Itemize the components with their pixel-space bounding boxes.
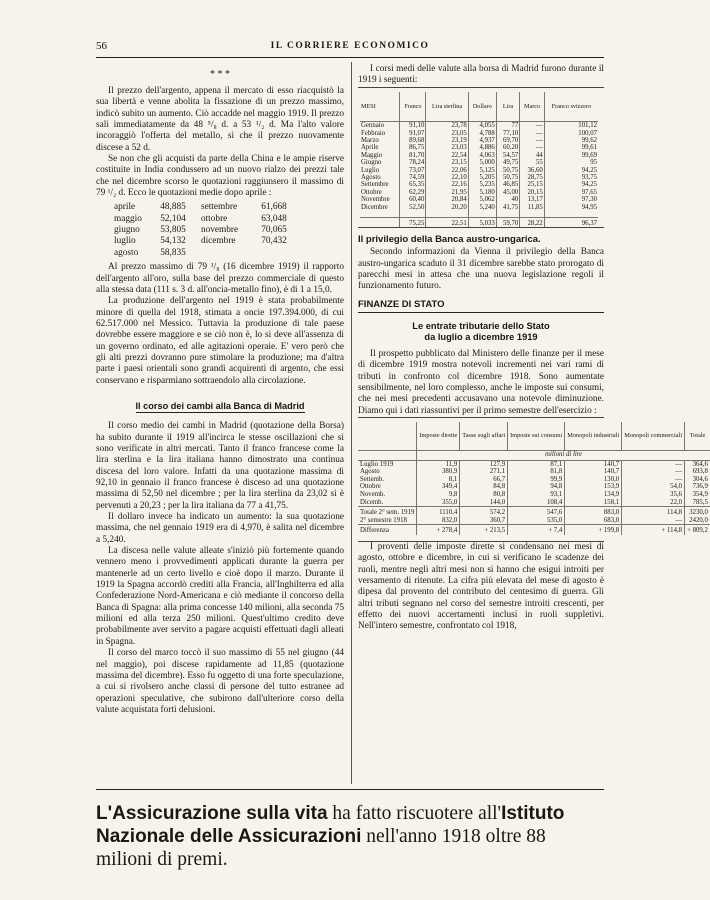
value-cell: 304,6	[685, 476, 710, 484]
column-header: Imposte sui consumi	[508, 422, 565, 450]
paragraph: I corsi medi delle valute alla borsa di Madrid furono durante il 1919 i seguenti:	[358, 64, 604, 86]
table-row	[360, 130, 598, 137]
value-cell: 158,1	[565, 499, 622, 507]
value-cell: 81,8	[508, 468, 565, 476]
value-cell: —	[622, 460, 685, 468]
price-month: novembre	[200, 225, 239, 236]
rate-cell: —	[520, 137, 545, 144]
month-cell: Luglio 1919	[360, 460, 394, 468]
rate-cell: 20,84	[426, 196, 468, 203]
label-cell	[360, 217, 400, 227]
price-value: 61,668	[261, 202, 287, 213]
diff-cell: + 114,8	[622, 525, 685, 535]
value-cell: 134,9	[565, 491, 622, 499]
tax-revenue-table	[358, 422, 710, 535]
rate-cell: 78,24	[400, 159, 426, 166]
paragraph: Secondo informazioni da Vienna il privilegio della Banca austro-ungarica scaduto il 31 dicembre sarebbe stato prorogato di parecchi mesi in attesa che una nuova legislazione regoli il funzionamento futuro.	[358, 247, 604, 292]
rate-cell: 4,055	[468, 122, 496, 130]
month-cell: Ottobre	[361, 188, 382, 196]
rate-cell: 101,12	[544, 122, 598, 130]
value-cell: 35,6	[622, 491, 685, 499]
label-cell: 2° semestre 1918	[360, 516, 407, 524]
value-cell: 66,7	[460, 476, 508, 484]
rate-cell: 52,50	[400, 204, 426, 211]
table-row	[358, 476, 710, 484]
rate-cell: 97,65	[544, 189, 598, 196]
rate-cell: 100,07	[544, 130, 598, 137]
total-cell: 535,0	[508, 517, 565, 525]
value-cell: 380,9	[417, 468, 460, 476]
rate-cell: 46,85	[496, 181, 519, 188]
running-header	[96, 40, 604, 56]
rate-cell: 93,75	[544, 174, 598, 181]
silver-price-table	[114, 202, 302, 259]
value-cell: 785,5	[685, 499, 710, 507]
value-cell: 355,0	[417, 499, 460, 507]
value-cell: 130,0	[565, 476, 622, 484]
paragraph: Il dollaro invece ha indicato un aumento: la sua quotazione massima, che nel gennaio 1919 era di 4,970, è salita nel dicembre a 5,240.	[96, 512, 344, 545]
paragraph: La discesa nelle valute alleate s'iniziò più fortemente quando vennero meno i provvedimenti applicati durante la guerra per mantenerle ad un certo livello e cioè dopo il marzo. Durante il 1919 la Spagna accordò crediti alla Francia, all'Inghilterra ed alla Confederazione Nord-Americana e ciò mediante il concorso della Banca di Spagna: alla prima concesse 140 milioni, alla seconda 75 milioni ed alla terza 250 milioni. Quest'ultimo credito deve probabilmente aver servito a pagare acquisti effettuati dagli alleati in Spagna.	[96, 546, 344, 647]
rate-cell: 94,95	[544, 204, 598, 211]
total-cell: 22,51	[426, 217, 468, 227]
totals-row	[358, 507, 710, 517]
price-row	[114, 248, 302, 259]
rate-cell: 45,00	[496, 189, 519, 196]
diff-cell: + 278,4	[417, 525, 460, 535]
price-month: maggio	[114, 213, 142, 224]
price-month: luglio	[114, 236, 136, 247]
rate-cell: 99,69	[544, 152, 598, 159]
price-value: 63,048	[261, 213, 287, 224]
column-header: MESI	[360, 92, 400, 122]
rate-cell: 13,17	[520, 196, 545, 203]
paragraph: Al prezzo massimo di 79 ¹/₈ (16 dicembre 1919) il rapporto dell'argento all'oro, sulla base del prezzo commerciale di questo alla stessa data (111 s. 3 d. all'oncia-metallo fino), è di 1 a 15,0.	[96, 262, 344, 295]
value-cell: —	[622, 476, 685, 484]
value-cell: 8,1	[417, 476, 460, 484]
rate-cell: 81,70	[400, 152, 426, 159]
diff-cell: + 213,5	[460, 525, 508, 535]
rate-cell: 97,30	[544, 196, 598, 203]
month-cell: Febbraio	[361, 129, 386, 137]
rate-cell: 20,15	[520, 189, 545, 196]
rate-cell: 5,062	[468, 196, 496, 203]
total-cell: 5,033	[468, 217, 496, 227]
month-cell: Novemb.	[360, 490, 386, 498]
paragraph: Se non che gli acquisti da parte della China e le ampie riserve costituite in India condussero ad un nuovo rialzo dei prezzi tale che nel dicembre scorso le quotazioni raggiunsero il massimo di 79 ¹/₂ d. Ecco le quotazioni medie dopo aprile :	[96, 154, 344, 199]
table-row	[360, 152, 598, 159]
month-cell: Settembre	[361, 181, 389, 189]
rate-cell: 23,03	[426, 144, 468, 151]
price-value: 70,432	[261, 236, 287, 247]
total-cell: 59,70	[496, 217, 519, 227]
price-row	[114, 236, 302, 247]
header-rule	[96, 57, 604, 58]
rate-cell: 5,240	[468, 204, 496, 211]
article-title: Le entrate tributarie dello Stato da luglio a dicembre 1919	[412, 321, 550, 343]
month-cell: Agosto	[361, 174, 381, 182]
section-title: Il corso dei cambi alla Banca di Madrid	[96, 401, 344, 413]
table-row	[360, 144, 598, 151]
value-cell: 140,7	[565, 468, 622, 476]
value-cell: 271,1	[460, 468, 508, 476]
rate-cell: 99,62	[544, 137, 598, 144]
column-header: Franco	[400, 92, 426, 122]
value-cell: 153,9	[565, 483, 622, 491]
price-value: 70,065	[261, 225, 287, 236]
month-cell: Novembre	[361, 196, 390, 204]
total-cell: 3230,0	[685, 507, 710, 517]
rate-cell: 86,75	[400, 144, 426, 151]
value-cell: 736,9	[685, 483, 710, 491]
table-row	[358, 468, 710, 476]
value-cell: 349,4	[417, 483, 460, 491]
price-value: 48,885	[160, 202, 186, 213]
rate-cell: 60,40	[400, 196, 426, 203]
rate-cell: 65,35	[400, 181, 426, 188]
month-cell: Settemb.	[360, 475, 384, 483]
price-month	[201, 248, 257, 259]
price-month: aprile	[114, 202, 136, 213]
rate-cell: 55	[520, 159, 545, 166]
month-cell: Gennaio	[361, 122, 385, 130]
price-month: settembre	[200, 202, 238, 213]
column-header: Monopoli commerciali	[622, 422, 685, 450]
column-header	[358, 422, 417, 450]
totals-row	[360, 217, 598, 227]
page-number: 56	[96, 40, 107, 52]
value-cell: 54,0	[622, 483, 685, 491]
rate-cell: 4,788	[468, 130, 496, 137]
month-cell: Ottobre	[360, 483, 381, 491]
rate-cell: —	[520, 130, 545, 137]
table-row	[360, 189, 598, 196]
diff-cell: + 7,4	[508, 525, 565, 535]
rate-cell: 60,20	[496, 144, 519, 151]
paragraph: Il corso medio dei cambi in Madrid (quotazione della Borsa) ha subito durante il 1919 all'incirca le stesse oscillazioni che si sono verificate in altri mercati. Tanto il franco francese come la lira sterlina e la lira italiana hanno dimostrato una continua discesa del loro valore. Infatti da una quotazione massima di 92,10 in gennaio il franco francese è disceso ad una quotazione massima di 52,50 nel dicembre ; per la lira sterlina da 23,02 si è pervenuti a 20,23 ; per la lira italiana da 77 a 41,75.	[96, 421, 344, 511]
paragraph: I proventi delle imposte dirette si condensano nei mesi di agosto, ottobre e dicembre, in cui si verificano le scadenze dei ruoli, mentre negli altri mesi non si hanno che esigui introiti per versamento di ritenute. La cifra più elevata del mese di agosto è dipesa dal provento del contributo del centesimo di guerra. Gli altri tributi segnano nel corso del semestre introiti crescenti, per effetto dei nuovi accertamenti inclusi in ruoli suppletivi. Nell'intero semestre, confrontato col 1918,	[358, 541, 604, 632]
table-row	[360, 159, 598, 166]
price-month: dicembre	[200, 236, 236, 247]
rate-cell: 99,61	[544, 144, 598, 151]
total-cell: 547,6	[508, 507, 565, 517]
rate-cell: —	[520, 122, 545, 130]
total-cell: 2420,0	[685, 517, 710, 525]
rate-cell: 62,29	[400, 189, 426, 196]
table-row	[360, 204, 598, 211]
totals-row	[358, 517, 710, 525]
rate-cell: 91,10	[400, 122, 426, 130]
rate-cell: 23,05	[426, 130, 468, 137]
column-header: Dollaro	[468, 92, 496, 122]
rate-cell: 23,19	[426, 137, 468, 144]
paragraph: Il prospetto pubblicato dal Ministero delle finanze per il mese di dicembre 1919 mostra notevoli incrementi nei vari rami di tributi in confronto col dicembre 1918. Sono aumentate sensibilmente, nel loro complesso, anche le imposte sui consumi, che nei mesi precedenti accusavano una notevole diminuzione. Diamo qui i dati riassuntivi per il primo semestre dell'esercizio :	[358, 349, 604, 416]
rate-cell: —	[520, 144, 545, 151]
value-cell: 108,4	[508, 499, 565, 507]
table-row	[360, 196, 598, 203]
journal-title: IL CORRIERE ECONOMICO	[270, 41, 430, 51]
rate-cell: 22,54	[426, 152, 468, 159]
total-cell: 28,22	[520, 217, 545, 227]
rate-cell: 21,95	[426, 189, 468, 196]
price-month: agosto	[114, 247, 139, 258]
diff-cell: + 809,2	[685, 525, 710, 535]
paragraph: Il corso del marco toccò il suo massimo di 55 nel giugno (44 nel maggio), poi discese rapidamente ad 11,85 (quotazione massima del dicembre). Esso fu oggetto di una forte speculazione, a cui si rivolsero anche classi di persone del tutto estranee ad operazioni speculative, che subirono dall'ulteriore corso della valute acquistata forti delusioni.	[96, 648, 344, 715]
rate-cell: 41,75	[496, 204, 519, 211]
price-value: 53,805	[160, 225, 186, 236]
rate-cell: 89,68	[400, 137, 426, 144]
month-cell: Agosto	[360, 468, 380, 476]
table-row	[360, 167, 598, 174]
column-header: Franco svizzero	[544, 92, 598, 122]
table-row	[360, 122, 598, 130]
label-cell: Differenza	[358, 525, 417, 535]
column-header: Monopoli industriali	[565, 422, 622, 450]
rate-cell: 5,000	[468, 159, 496, 166]
rate-cell: 5,125	[468, 167, 496, 174]
rate-cell: 25,15	[520, 181, 545, 188]
total-cell: —	[622, 517, 685, 525]
rate-cell: 22,10	[426, 174, 468, 181]
price-value	[257, 248, 302, 259]
ornament-asterisks: * * *	[210, 69, 230, 80]
total-cell: 883,0	[565, 507, 622, 517]
value-cell: 354,9	[685, 491, 710, 499]
value-cell: 94,8	[508, 483, 565, 491]
right-column	[358, 64, 708, 633]
rate-cell: 50,75	[496, 174, 519, 181]
rate-cell: 44	[520, 152, 545, 159]
rate-cell: 23,15	[426, 159, 468, 166]
value-cell: 364,6	[685, 460, 710, 468]
unit-spacer	[358, 450, 417, 460]
advert-rule	[96, 789, 604, 790]
tax-table-frame	[358, 417, 708, 542]
value-cell: 99,9	[508, 476, 565, 484]
rate-cell: 22,16	[426, 181, 468, 188]
rate-cell: 69,70	[496, 137, 519, 144]
rate-cell: 5,235	[468, 181, 496, 188]
rate-cell: 73,07	[400, 167, 426, 174]
table-row	[360, 174, 598, 181]
column-header: Lira	[496, 92, 519, 122]
rate-cell: 74,59	[400, 174, 426, 181]
rate-cell: 20,20	[426, 204, 468, 211]
rate-cell: 91,07	[400, 130, 426, 137]
price-row	[114, 225, 302, 236]
table-row	[358, 491, 710, 499]
table-row	[360, 181, 598, 188]
price-value: 52,104	[160, 213, 186, 224]
rate-cell: 49,75	[496, 159, 519, 166]
rate-cell: 54,57	[496, 152, 519, 159]
value-cell: 144,0	[460, 499, 508, 507]
rate-cell: 77,10	[496, 130, 519, 137]
rate-cell: 28,75	[520, 174, 545, 181]
price-value: 58,835	[160, 247, 186, 258]
unit-row	[358, 450, 710, 460]
diff-cell: + 199,8	[565, 525, 622, 535]
total-cell: 832,0	[417, 517, 460, 525]
value-cell: 140,7	[565, 460, 622, 468]
paragraph: Il prezzo dell'argento, appena il mercato di esso riacquistò la sua libertà e venne abolita la fissazione di un prezzo massimo, indicò subito un aumento. Ciò accadde nel maggio 1919. Il prezzo salì immediatamente da 48 ⁵/₈ d. a 53 ¹/₂ d. Ma l'alto valore incoraggiò l'offerta del metallo, sì che il prezzo nuovamente discese a 52 d.	[96, 86, 344, 153]
column-header: Totale	[685, 422, 710, 450]
column-header: Marco	[520, 92, 545, 122]
rate-cell: 36,60	[520, 167, 545, 174]
rate-cell: 11,85	[520, 204, 545, 211]
column-divider	[351, 62, 352, 784]
value-cell: 80,8	[460, 491, 508, 499]
value-cell: 22,0	[622, 499, 685, 507]
fx-table-frame	[358, 87, 604, 228]
label-cell: Totale 2° sem. 1919	[358, 507, 417, 517]
unit-label: milioni di lire	[417, 450, 710, 460]
rate-cell: 5,205	[468, 174, 496, 181]
rate-cell: 40	[496, 196, 519, 203]
column-header: Lira sterlina	[426, 92, 468, 122]
price-row	[114, 202, 302, 213]
month-cell: Giugno	[361, 159, 382, 167]
difference-row	[358, 525, 710, 535]
section-title: Il privilegio della Banca austro-ungarica.	[358, 233, 541, 245]
value-cell: 9,8	[417, 491, 460, 499]
month-cell: Marzo	[361, 137, 379, 144]
total-cell: 75,25	[400, 217, 426, 227]
table-row	[358, 460, 710, 468]
rate-cell: 77	[496, 122, 519, 130]
column-header: Imposte dirette	[417, 422, 460, 450]
month-cell: Luglio	[361, 166, 380, 174]
paragraph: La produzione dell'argento nel 1919 è stata probabilmente minore di quella del 1918, stimata a oncie 197.394.000, di cui 62.517.000 nel Messico. Tuttavia la produzione di tale paese dovrebbe essere maggiore e se ciò non è, lo si deve all'assenza di un governo ordinato, ed alle agitazioni operaie. E' vero però che gli alti prezzi dovranno pure stimolare la produzione; ma d'altra parte i paesi orientali sono grandi acquirenti di argento, che essi conservano e risparmiano sottraendolo alla circolazione.	[96, 296, 344, 386]
total-cell: 1110,4	[417, 507, 460, 517]
price-month: giugno	[114, 225, 140, 236]
rate-cell: 22,06	[426, 167, 468, 174]
month-cell: Dicemb.	[360, 498, 384, 506]
value-cell: 11,9	[417, 460, 460, 468]
price-value: 54,132	[160, 236, 186, 247]
rate-cell: 4,886	[468, 144, 496, 151]
table-row	[358, 483, 710, 491]
total-cell: 114,8	[622, 507, 685, 517]
value-cell: —	[622, 468, 685, 476]
table-row	[358, 499, 710, 507]
value-cell: 93,1	[508, 491, 565, 499]
rate-cell: 5,180	[468, 189, 496, 196]
left-column	[96, 64, 344, 716]
exchange-rate-table	[360, 92, 598, 227]
total-cell: 360,7	[460, 517, 508, 525]
rate-cell: 4,063	[468, 152, 496, 159]
total-cell: 574,2	[460, 507, 508, 517]
value-cell: 127,9	[460, 460, 508, 468]
value-cell: 693,8	[685, 468, 710, 476]
rate-cell: 23,78	[426, 122, 468, 130]
month-cell: Aprile	[361, 144, 379, 152]
rate-cell: 94,25	[544, 167, 598, 174]
advertisement: L'Assicurazione sulla vita ha fatto riscuotere all'Istituto Nazionale delle Assicurazioni nell'anno 1918 oltre 88 milioni di premi.	[96, 803, 565, 870]
rate-cell: 94,25	[544, 181, 598, 188]
value-cell: 87,1	[508, 460, 565, 468]
section-heading: FINANZE DI STATO	[358, 299, 604, 313]
rate-cell: 95	[544, 159, 598, 166]
rate-cell: 4,937	[468, 137, 496, 144]
month-cell: Maggio	[361, 151, 383, 159]
price-month: ottobre	[200, 213, 228, 224]
month-cell: Dicembre	[361, 203, 388, 211]
price-row	[114, 214, 302, 225]
value-cell: 84,8	[460, 483, 508, 491]
total-cell: 683,0	[565, 517, 622, 525]
rate-cell: 50,75	[496, 167, 519, 174]
column-header: Tasse sugli affari	[460, 422, 508, 450]
total-cell: 96,37	[544, 217, 598, 227]
table-row	[360, 137, 598, 144]
